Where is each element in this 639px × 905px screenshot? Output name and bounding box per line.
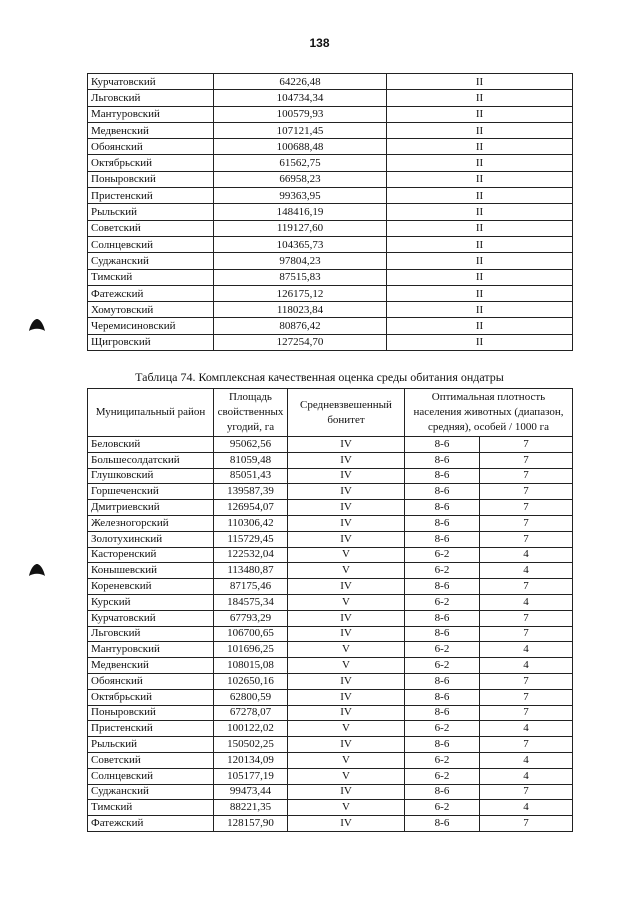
bonitet-cell: V: [288, 800, 405, 816]
density-range-cell: 8-6: [405, 484, 480, 500]
table-row: [88, 500, 573, 516]
density-mean-cell: 4: [480, 752, 573, 768]
table-row: [88, 547, 573, 563]
district-cell: Льговский: [88, 90, 214, 106]
header-density: Оптимальная плотность населения животных (диапазон, средняя), особей / 1000 га: [405, 389, 573, 437]
district-cell: Горшеченский: [88, 484, 214, 500]
district-cell: Мантуровский: [88, 642, 214, 658]
density-mean-cell: 4: [480, 563, 573, 579]
district-cell: Фатежский: [88, 816, 214, 832]
bonitet-cell: II: [387, 139, 573, 155]
district-cell: Касторенский: [88, 547, 214, 563]
table-row: [88, 721, 573, 737]
district-cell: Льговский: [88, 626, 214, 642]
table-row: [88, 531, 573, 547]
area-cell: 104734,34: [214, 90, 387, 106]
bonitet-cell: IV: [288, 484, 405, 500]
district-cell: Медвенский: [88, 122, 214, 138]
area-cell: 100688,48: [214, 139, 387, 155]
binding-hole-mark-icon: [28, 563, 46, 577]
density-range-cell: 6-2: [405, 563, 480, 579]
district-cell: Курчатовский: [88, 74, 214, 90]
bonitet-cell: II: [387, 220, 573, 236]
area-cell: 67278,07: [214, 705, 288, 721]
density-mean-cell: 7: [480, 705, 573, 721]
district-cell: Курчатовский: [88, 610, 214, 626]
density-mean-cell: 7: [480, 579, 573, 595]
area-cell: 80876,42: [214, 318, 387, 334]
density-mean-cell: 7: [480, 468, 573, 484]
district-cell: Советский: [88, 220, 214, 236]
density-mean-cell: 7: [480, 484, 573, 500]
district-cell: Беловский: [88, 437, 214, 453]
density-range-cell: 8-6: [405, 784, 480, 800]
table-row: [88, 705, 573, 721]
bonitet-cell: IV: [288, 737, 405, 753]
bonitet-cell: II: [387, 302, 573, 318]
area-cell: 97804,23: [214, 253, 387, 269]
table-row: [88, 318, 573, 334]
table-row: [88, 452, 573, 468]
table-row: [88, 204, 573, 220]
bonitet-cell: II: [387, 236, 573, 252]
district-cell: Большесолдатский: [88, 452, 214, 468]
district-cell: Поныровский: [88, 705, 214, 721]
header-district: Муниципальный район: [88, 389, 214, 437]
density-mean-cell: 7: [480, 531, 573, 547]
bonitet-cell: IV: [288, 689, 405, 705]
page-number: 138: [309, 36, 330, 50]
district-cell: Пристенский: [88, 721, 214, 737]
density-mean-cell: 4: [480, 594, 573, 610]
district-cell: Рыльский: [88, 737, 214, 753]
density-mean-cell: 7: [480, 437, 573, 453]
bonitet-cell: II: [387, 269, 573, 285]
district-cell: Черемисиновский: [88, 318, 214, 334]
table-row: [88, 594, 573, 610]
area-cell: 102650,16: [214, 673, 288, 689]
district-cell: Обоянский: [88, 673, 214, 689]
bonitet-cell: IV: [288, 468, 405, 484]
area-cell: 184575,34: [214, 594, 288, 610]
table-row: [88, 122, 573, 138]
density-mean-cell: 7: [480, 500, 573, 516]
area-cell: 100579,93: [214, 106, 387, 122]
area-cell: 106700,65: [214, 626, 288, 642]
density-range-cell: 8-6: [405, 500, 480, 516]
density-range-cell: 8-6: [405, 737, 480, 753]
density-range-cell: 8-6: [405, 689, 480, 705]
area-cell: 122532,04: [214, 547, 288, 563]
bonitet-cell: V: [288, 563, 405, 579]
area-cell: 62800,59: [214, 689, 288, 705]
area-cell: 95062,56: [214, 437, 288, 453]
density-range-cell: 8-6: [405, 515, 480, 531]
density-mean-cell: 4: [480, 642, 573, 658]
density-mean-cell: 7: [480, 689, 573, 705]
bonitet-cell: V: [288, 642, 405, 658]
area-cell: 64226,48: [214, 74, 387, 90]
table-row: [88, 220, 573, 236]
district-cell: Суджанский: [88, 784, 214, 800]
bonitet-table-continued: [87, 73, 573, 351]
bonitet-cell: V: [288, 658, 405, 674]
district-cell: Медвенский: [88, 658, 214, 674]
density-mean-cell: 4: [480, 721, 573, 737]
density-range-cell: 8-6: [405, 579, 480, 595]
district-cell: Конышевский: [88, 563, 214, 579]
density-range-cell: 8-6: [405, 626, 480, 642]
district-cell: Октябрьский: [88, 689, 214, 705]
area-cell: 107121,45: [214, 122, 387, 138]
area-cell: 113480,87: [214, 563, 288, 579]
district-cell: Поныровский: [88, 171, 214, 187]
district-cell: Октябрьский: [88, 155, 214, 171]
table-header-row: [88, 389, 573, 437]
district-cell: Железногорский: [88, 515, 214, 531]
table-row: [88, 579, 573, 595]
table-row: [88, 106, 573, 122]
district-cell: Хомутовский: [88, 302, 214, 318]
table-row: [88, 236, 573, 252]
bonitet-cell: IV: [288, 816, 405, 832]
density-range-cell: 8-6: [405, 452, 480, 468]
table-row: [88, 626, 573, 642]
bonitet-cell: II: [387, 285, 573, 301]
table-row: [88, 302, 573, 318]
area-cell: 115729,45: [214, 531, 288, 547]
bonitet-cell: II: [387, 188, 573, 204]
bonitet-cell: V: [288, 594, 405, 610]
district-cell: Фатежский: [88, 285, 214, 301]
district-cell: Тимский: [88, 269, 214, 285]
bonitet-cell: II: [387, 171, 573, 187]
header-bonitet: Средневзвешенный бонитет: [288, 389, 405, 437]
density-range-cell: 6-2: [405, 768, 480, 784]
bonitet-cell: II: [387, 204, 573, 220]
area-cell: 87175,46: [214, 579, 288, 595]
density-range-cell: 8-6: [405, 705, 480, 721]
table-row: [88, 515, 573, 531]
table-row: [88, 610, 573, 626]
density-range-cell: 8-6: [405, 468, 480, 484]
bonitet-cell: V: [288, 721, 405, 737]
area-cell: 148416,19: [214, 204, 387, 220]
density-mean-cell: 7: [480, 737, 573, 753]
density-range-cell: 6-2: [405, 752, 480, 768]
area-cell: 139587,39: [214, 484, 288, 500]
table-row: [88, 737, 573, 753]
density-mean-cell: 7: [480, 673, 573, 689]
table-row: [88, 139, 573, 155]
density-mean-cell: 7: [480, 626, 573, 642]
district-cell: Пристенский: [88, 188, 214, 204]
area-cell: 85051,43: [214, 468, 288, 484]
table-row: [88, 816, 573, 832]
bonitet-cell: II: [387, 106, 573, 122]
muskrat-habitat-table: [87, 388, 573, 832]
area-cell: 108015,08: [214, 658, 288, 674]
area-cell: 105177,19: [214, 768, 288, 784]
area-cell: 120134,09: [214, 752, 288, 768]
table-row: [88, 484, 573, 500]
bonitet-cell: IV: [288, 626, 405, 642]
area-cell: 61562,75: [214, 155, 387, 171]
density-mean-cell: 7: [480, 784, 573, 800]
table-row: [88, 155, 573, 171]
district-cell: Солнцевский: [88, 236, 214, 252]
district-cell: Рыльский: [88, 204, 214, 220]
table-row: [88, 689, 573, 705]
area-cell: 81059,48: [214, 452, 288, 468]
bonitet-cell: II: [387, 334, 573, 350]
area-cell: 104365,73: [214, 236, 387, 252]
area-cell: 87515,83: [214, 269, 387, 285]
bonitet-cell: V: [288, 752, 405, 768]
density-range-cell: 6-2: [405, 800, 480, 816]
bonitet-cell: II: [387, 155, 573, 171]
bonitet-cell: II: [387, 318, 573, 334]
table-row: [88, 673, 573, 689]
density-mean-cell: 7: [480, 816, 573, 832]
table-row: [88, 90, 573, 106]
table-caption: Таблица 74. Комплексная качественная оценка среды обитания ондатры: [135, 370, 504, 384]
bonitet-cell: II: [387, 122, 573, 138]
bonitet-cell: II: [387, 90, 573, 106]
table-row: [88, 253, 573, 269]
density-range-cell: 8-6: [405, 816, 480, 832]
district-cell: Дмитриевский: [88, 500, 214, 516]
bonitet-cell: IV: [288, 610, 405, 626]
table-row: [88, 752, 573, 768]
table-row: [88, 658, 573, 674]
area-cell: 101696,25: [214, 642, 288, 658]
table-row: [88, 334, 573, 350]
area-cell: 66958,23: [214, 171, 387, 187]
district-cell: Советский: [88, 752, 214, 768]
area-cell: 110306,42: [214, 515, 288, 531]
area-cell: 67793,29: [214, 610, 288, 626]
bonitet-cell: IV: [288, 784, 405, 800]
table-row: [88, 74, 573, 90]
table-row: [88, 269, 573, 285]
table-row: [88, 188, 573, 204]
district-cell: Солнцевский: [88, 768, 214, 784]
district-cell: Кореневский: [88, 579, 214, 595]
table-row: [88, 285, 573, 301]
area-cell: 127254,70: [214, 334, 387, 350]
density-range-cell: 8-6: [405, 437, 480, 453]
table-row: [88, 642, 573, 658]
density-range-cell: 6-2: [405, 642, 480, 658]
density-mean-cell: 4: [480, 658, 573, 674]
header-area: Площадь свойственных угодий, га: [214, 389, 288, 437]
bonitet-cell: IV: [288, 531, 405, 547]
district-cell: Обоянский: [88, 139, 214, 155]
area-cell: 88221,35: [214, 800, 288, 816]
table-row: [88, 171, 573, 187]
density-mean-cell: 4: [480, 768, 573, 784]
binding-hole-mark-icon: [28, 318, 46, 332]
bonitet-cell: II: [387, 74, 573, 90]
density-range-cell: 6-2: [405, 547, 480, 563]
density-mean-cell: 7: [480, 515, 573, 531]
area-cell: 126954,07: [214, 500, 288, 516]
area-cell: 128157,90: [214, 816, 288, 832]
bonitet-cell: IV: [288, 452, 405, 468]
area-cell: 100122,02: [214, 721, 288, 737]
bonitet-cell: II: [387, 253, 573, 269]
density-mean-cell: 7: [480, 610, 573, 626]
density-range-cell: 8-6: [405, 673, 480, 689]
area-cell: 99473,44: [214, 784, 288, 800]
table-row: [88, 468, 573, 484]
district-cell: Мантуровский: [88, 106, 214, 122]
table-row: [88, 784, 573, 800]
bonitet-cell: IV: [288, 673, 405, 689]
bonitet-cell: IV: [288, 705, 405, 721]
bonitet-cell: IV: [288, 437, 405, 453]
table-row: [88, 563, 573, 579]
density-range-cell: 8-6: [405, 610, 480, 626]
table-row: [88, 800, 573, 816]
table-row: [88, 437, 573, 453]
district-cell: Тимский: [88, 800, 214, 816]
density-range-cell: 6-2: [405, 721, 480, 737]
density-range-cell: 6-2: [405, 658, 480, 674]
district-cell: Курский: [88, 594, 214, 610]
bonitet-cell: IV: [288, 500, 405, 516]
area-cell: 119127,60: [214, 220, 387, 236]
area-cell: 126175,12: [214, 285, 387, 301]
density-mean-cell: 4: [480, 800, 573, 816]
density-mean-cell: 4: [480, 547, 573, 563]
bonitet-cell: IV: [288, 515, 405, 531]
district-cell: Суджанский: [88, 253, 214, 269]
bonitet-cell: V: [288, 547, 405, 563]
district-cell: Глушковский: [88, 468, 214, 484]
area-cell: 118023,84: [214, 302, 387, 318]
bonitet-cell: V: [288, 768, 405, 784]
bonitet-cell: IV: [288, 579, 405, 595]
density-mean-cell: 7: [480, 452, 573, 468]
table-row: [88, 768, 573, 784]
density-range-cell: 6-2: [405, 594, 480, 610]
density-range-cell: 8-6: [405, 531, 480, 547]
area-cell: 99363,95: [214, 188, 387, 204]
area-cell: 150502,25: [214, 737, 288, 753]
district-cell: Золотухинский: [88, 531, 214, 547]
district-cell: Щигровский: [88, 334, 214, 350]
